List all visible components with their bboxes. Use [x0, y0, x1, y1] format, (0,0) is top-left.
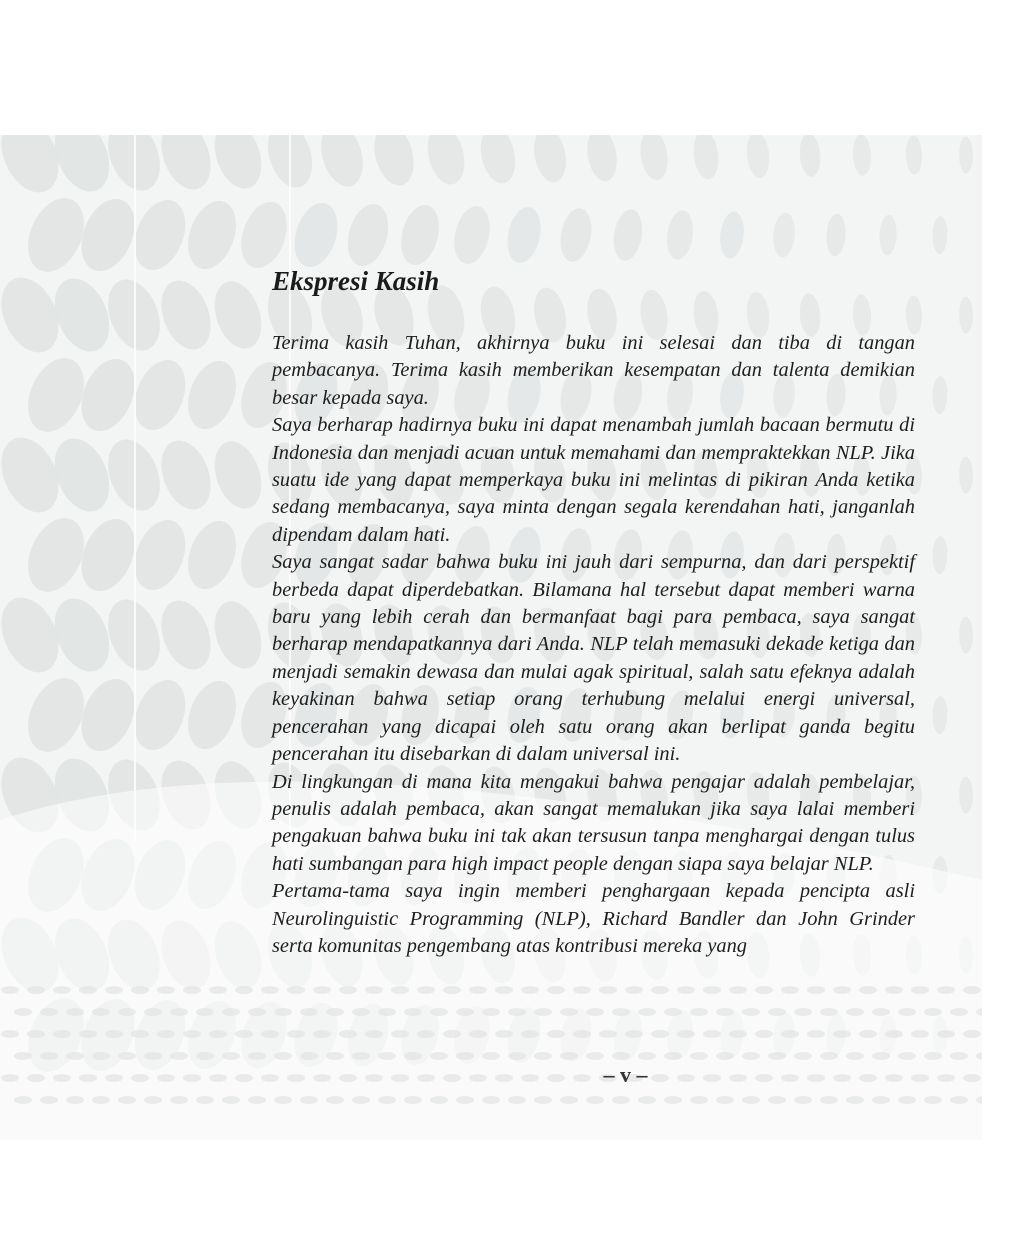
paragraph: Terima kasih Tuhan, akhirnya buku ini selesai dan tiba di tangan pembacanya. Terima kasih memberikan kesempatan dan talenta demikian besar kepada saya.: [272, 332, 915, 409]
paragraph: Saya sangat sadar bahwa buku ini jauh dari sempurna, dan dari perspektif berbeda dapat diperdebatkan. Bilamana hal tersebut dapat memberi warna baru yang lebih cerah dan bermanfaat bagi para pembaca, saya sangat berharap mendapatkannya dari Anda. NLP telah memasuki dekade ketiga dan menjadi semakin dewasa dan mulai agak spiritual, salah satu efeknya adalah keyakinan bahwa setiap orang terhubung melalui energi universal, pencerahan yang dicapai oleh satu orang akan berlipat ganda begitu pencerahan itu disebarkan di dalam universal ini.: [272, 551, 915, 766]
page-number: – v –: [603, 1062, 648, 1087]
paragraph: Saya berharap hadirnya buku ini dapat menambah jumlah bacaan bermutu di Indonesia dan menjadi acuan untuk memahami dan mempraktekkan NLP. Jika suatu ide yang dapat memperkaya buku ini melintas di pikiran Anda ketika sedang membacanya, saya minta dengan segala kerendahan hati, janganlah dipendam dalam hati.: [272, 414, 915, 546]
page-content: [272, 262, 915, 960]
chapter-heading: Ekspresi Kasih: [272, 266, 440, 296]
body-text: [272, 330, 915, 960]
paragraph: Di lingkungan di mana kita mengakui bahwa pengajar adalah pembelajar, penulis adalah pembaca, akan sangat memalukan jika saya lalai memberi pengakuan bahwa buku ini tak akan tersusun tanpa menghargai dengan tulus hati sumbangan para high impact people dengan siapa saya belajar NLP.: [272, 770, 915, 875]
paragraph: Pertama-tama saya ingin memberi penghargaan kepada pencipta asli Neurolinguistic Programming (NLP), Richard Bandler dan John Grinder serta komunitas pengembang atas kontribusi mereka yang: [272, 880, 915, 957]
